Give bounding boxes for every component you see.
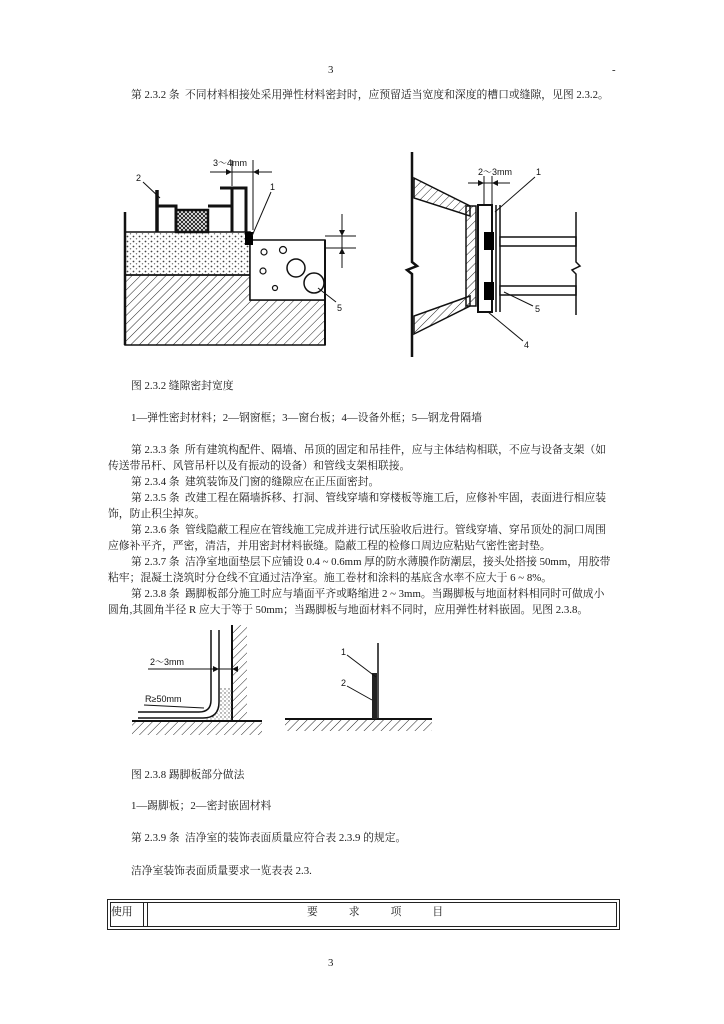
figure-2-3-2-legend: 1—弹性密封材料；2—钢窗框；3—窗台板；4—设备外框；5—钢龙骨隔墙 [131,412,482,424]
table-title: 洁净室装饰表面质量要求一览表表 2.3. [131,865,312,877]
clause-2-3-6-line-1: 第 2.3.6 条 管线隐蔽工程应在管线施工完成并进行试压验收后进行。管线穿墙、穿吊顶处的洞口周围 [131,524,607,536]
elastic-sealant [245,232,253,245]
figure-2-3-8-drawing [120,615,440,745]
leader-line-4 [488,312,523,341]
window-frame-right-leg [220,188,246,232]
sealant-block-bottom [484,282,494,300]
figure-2-3-2-left-detail [125,160,356,345]
window-frame-inner [157,206,176,232]
header-page-number: 3 [328,64,334,76]
clause-2-3-3-line-2: 传送带吊杆、风管吊杆以及有振动的设备）和管线支架相联接。 [108,460,411,472]
figure-2-3-2-drawing [100,140,600,365]
callout-2-sealing-material: 2 [341,678,347,688]
quality-requirements-table [107,899,620,930]
clause-2-3-2: 第 2.3.2 条 不同材料相接处采用弹性材料密封时，应预留适当宽度和深度的槽口或缝隙，见图 2.3.2。 [131,89,609,101]
footer-page-number: 3 [328,957,334,969]
baseboard-radius-label: R≥50mm [145,694,182,704]
right-callout-1: 1 [536,167,542,177]
clause-2-3-5-line-1: 第 2.3.5 条 改建工程在隔墙拆移、打洞、管线穿墙和穿楼板等施工后，应修补牢固，表面进行相应装 [131,492,607,504]
left-callout-5: 5 [337,303,343,313]
table-header-usage: 使用 [111,906,133,918]
dimension-arrow [339,230,345,236]
radius-leader-line [144,705,204,708]
figure-2-3-2-right-detail [407,152,580,357]
clause-2-3-8-line-1: 第 2.3.8 条 踢脚板部分施工时应与墙面平齐或略缩进 2 ~ 3mm。当踢脚板与地面材料相同时可做成小 [131,588,605,600]
right-callout-4: 4 [524,340,530,350]
floor-hatch [132,721,262,735]
dimension-arrow [213,666,219,672]
figure-2-3-8-left-detail [132,625,262,735]
header-mark: - [612,64,616,76]
table-column-divider [143,903,148,926]
bottom-bracket [414,296,470,334]
right-gap-dimension-label: 2～3mm [478,167,513,177]
dimension-arrow [226,169,232,175]
leader-line-1 [495,177,535,212]
dimension-arrow [339,248,345,254]
clause-2-3-5-line-2: 饰，防止积尘掉灰。 [108,508,206,520]
dimension-arrow [478,180,484,186]
window-frame-core [176,210,208,232]
partition-break-line [572,212,580,315]
keel-plate-top [500,237,576,246]
callout-1-baseboard: 1 [341,647,347,657]
clause-2-3-9: 第 2.3.9 条 洁净室的装饰表面质量应符合表 2.3.9 的规定。 [131,832,407,844]
clause-2-3-3-line-1: 第 2.3.3 条 所有建筑构配件、隔墙、吊顶的固定和吊挂件，应与主体结构相联，不应与设备支架（如 [131,444,607,456]
clause-2-3-7-line-2: 粘牢；混凝土浇筑时分仓线不宜通过洁净室。施工卷材和涂料的基底含水率不应大于 6 ~ 8%。 [108,572,553,584]
left-gap-dimension-label: 3～4mm [213,158,248,168]
table-header-requirements: 要求项目 [307,906,475,918]
right-callout-5: 5 [535,304,541,314]
window-sill-band [125,232,250,275]
clause-2-3-7-line-1: 第 2.3.7 条 洁净室地面垫层下应铺设 0.4 ~ 0.6mm 厚的防水薄膜作防潮层，接头处搭接 50mm，用胶带 [131,556,611,568]
figure-2-3-8-caption: 图 2.3.8 踢脚板部分做法 [131,769,245,781]
sealant-block-top [484,232,494,250]
clause-2-3-6-line-2: 应修补平齐，严密，清洁，并用密封材料嵌缝。隐蔽工程的检修口周边应粘贴气密性密封垫。 [108,540,551,552]
leader-line-1 [347,655,376,677]
baseboard [372,673,377,719]
keel-plate-bottom [500,286,576,295]
figure-2-3-2-caption: 图 2.3.2 缝隙密封宽度 [131,380,234,392]
clause-2-3-4-line-1: 第 2.3.4 条 建筑装饰及门窗的缝隙应在正压面密封。 [131,476,380,488]
leader-line-2 [347,686,372,700]
top-bracket [414,178,470,216]
dimension-arrow [253,169,259,175]
leader-line-1 [252,192,271,236]
wall-hatch [233,625,247,721]
baseboard-inner-line [138,630,219,718]
floor-hatch [285,719,432,731]
baseboard-gap-label: 2～3mm [150,657,185,667]
dimension-arrow [492,180,498,186]
figure-2-3-8-legend: 1—踢脚板；2—密封嵌固材料 [131,800,272,812]
left-callout-2: 2 [136,173,142,183]
left-callout-1: 1 [270,182,276,192]
figure-2-3-8-right-detail [285,643,432,731]
clause-2-3-8-line-2: 圆角,其圆角半径 R 应大于等于 50mm；当踢脚板与地面材料不同时，应用弹性材料嵌固。见图 2.3.8。 [108,604,589,616]
sealing-fill [203,688,232,721]
vertical-member [466,206,476,306]
